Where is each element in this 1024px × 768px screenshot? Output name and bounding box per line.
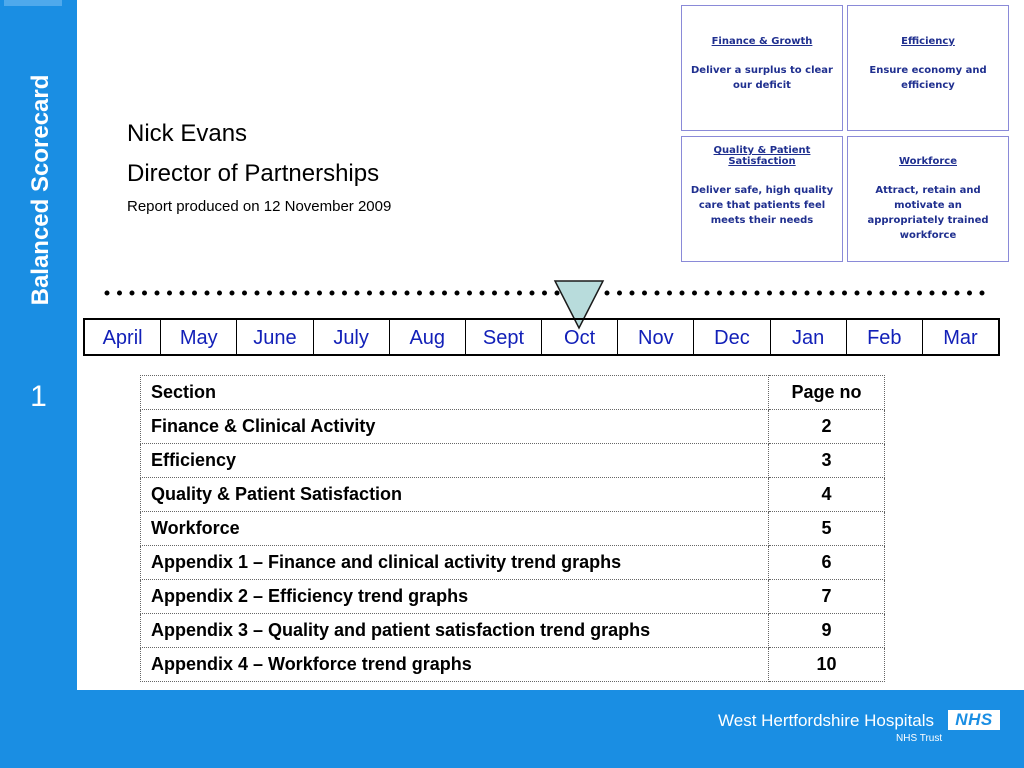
month-cell: Oct: [542, 320, 618, 354]
trust-subtitle: NHS Trust: [896, 733, 943, 744]
month-cell: Jan: [771, 320, 847, 354]
sidebar-title: Balanced Scorecard: [27, 74, 54, 306]
month-cell: Nov: [618, 320, 694, 354]
objective-title: Workforce: [899, 156, 957, 167]
objective-description: Attract, retain and motivate an appropriately trained workforce: [867, 185, 989, 241]
section-cell: Efficiency: [141, 444, 769, 478]
section-cell: Appendix 2 – Efficiency trend graphs: [141, 580, 769, 614]
table-row: [141, 580, 885, 614]
section-cell: Appendix 3 – Quality and patient satisfaction trend graphs: [141, 614, 769, 648]
page-no-cell: 3: [769, 444, 885, 478]
table-row: [141, 478, 885, 512]
objective-description: Deliver a surplus to clear our deficit: [691, 65, 833, 91]
month-timeline: [83, 318, 1000, 356]
table-row: [141, 444, 885, 478]
table-row: [141, 546, 885, 580]
table-row: [141, 410, 885, 444]
month-cell: April: [85, 320, 161, 354]
header-section: Section: [141, 376, 769, 410]
month-cell: May: [161, 320, 237, 354]
table-row: [141, 614, 885, 648]
section-cell: Appendix 4 – Workforce trend graphs: [141, 648, 769, 682]
month-cell: Dec: [694, 320, 770, 354]
page-no-cell: 5: [769, 512, 885, 546]
page-no-cell: 7: [769, 580, 885, 614]
month-cell: Aug: [390, 320, 466, 354]
report-date: Report produced on 12 November 2009: [127, 198, 392, 215]
objective-description: Ensure economy and efficiency: [869, 65, 987, 91]
objective-efficiency: [847, 5, 1009, 131]
section-cell: Quality & Patient Satisfaction: [141, 478, 769, 512]
month-cell: Sept: [466, 320, 542, 354]
objective-description: Deliver safe, high quality care that patients feel meets their needs: [690, 185, 834, 226]
objective-workforce: [847, 136, 1009, 262]
person-role: Director of Partnerships: [127, 160, 380, 187]
objective-title: Finance & Growth: [711, 36, 813, 47]
section-cell: Workforce: [141, 512, 769, 546]
objective-title: Quality & Patient Satisfaction: [713, 145, 811, 167]
nhs-logo: NHS: [948, 710, 1000, 730]
month-cell: Feb: [847, 320, 923, 354]
page-number: 1: [30, 380, 47, 413]
page-no-cell: 9: [769, 614, 885, 648]
section-cell: Finance & Clinical Activity: [141, 410, 769, 444]
month-cell: July: [314, 320, 390, 354]
objective-finance-growth: [681, 5, 843, 131]
month-cell: June: [237, 320, 313, 354]
table-header-row: [141, 376, 885, 410]
page-no-cell: 4: [769, 478, 885, 512]
trust-name: West Hertfordshire Hospitals: [718, 711, 935, 730]
section-cell: Appendix 1 – Finance and clinical activity trend graphs: [141, 546, 769, 580]
contents-table: [140, 375, 885, 682]
sidebar-accent: [4, 0, 62, 6]
table-row: [141, 512, 885, 546]
page-no-cell: 6: [769, 546, 885, 580]
header-page-no: Page no: [769, 376, 885, 410]
page-no-cell: 2: [769, 410, 885, 444]
month-cell: Mar: [943, 327, 978, 349]
person-name: Nick Evans: [127, 120, 248, 147]
page-no-cell: 10: [769, 648, 885, 682]
objective-title: Efficiency: [901, 36, 955, 47]
timeline-dotted-line: [103, 283, 988, 303]
table-row: [141, 648, 885, 682]
objective-quality-patient-satisfaction: [681, 136, 843, 262]
sidebar: [0, 0, 77, 768]
